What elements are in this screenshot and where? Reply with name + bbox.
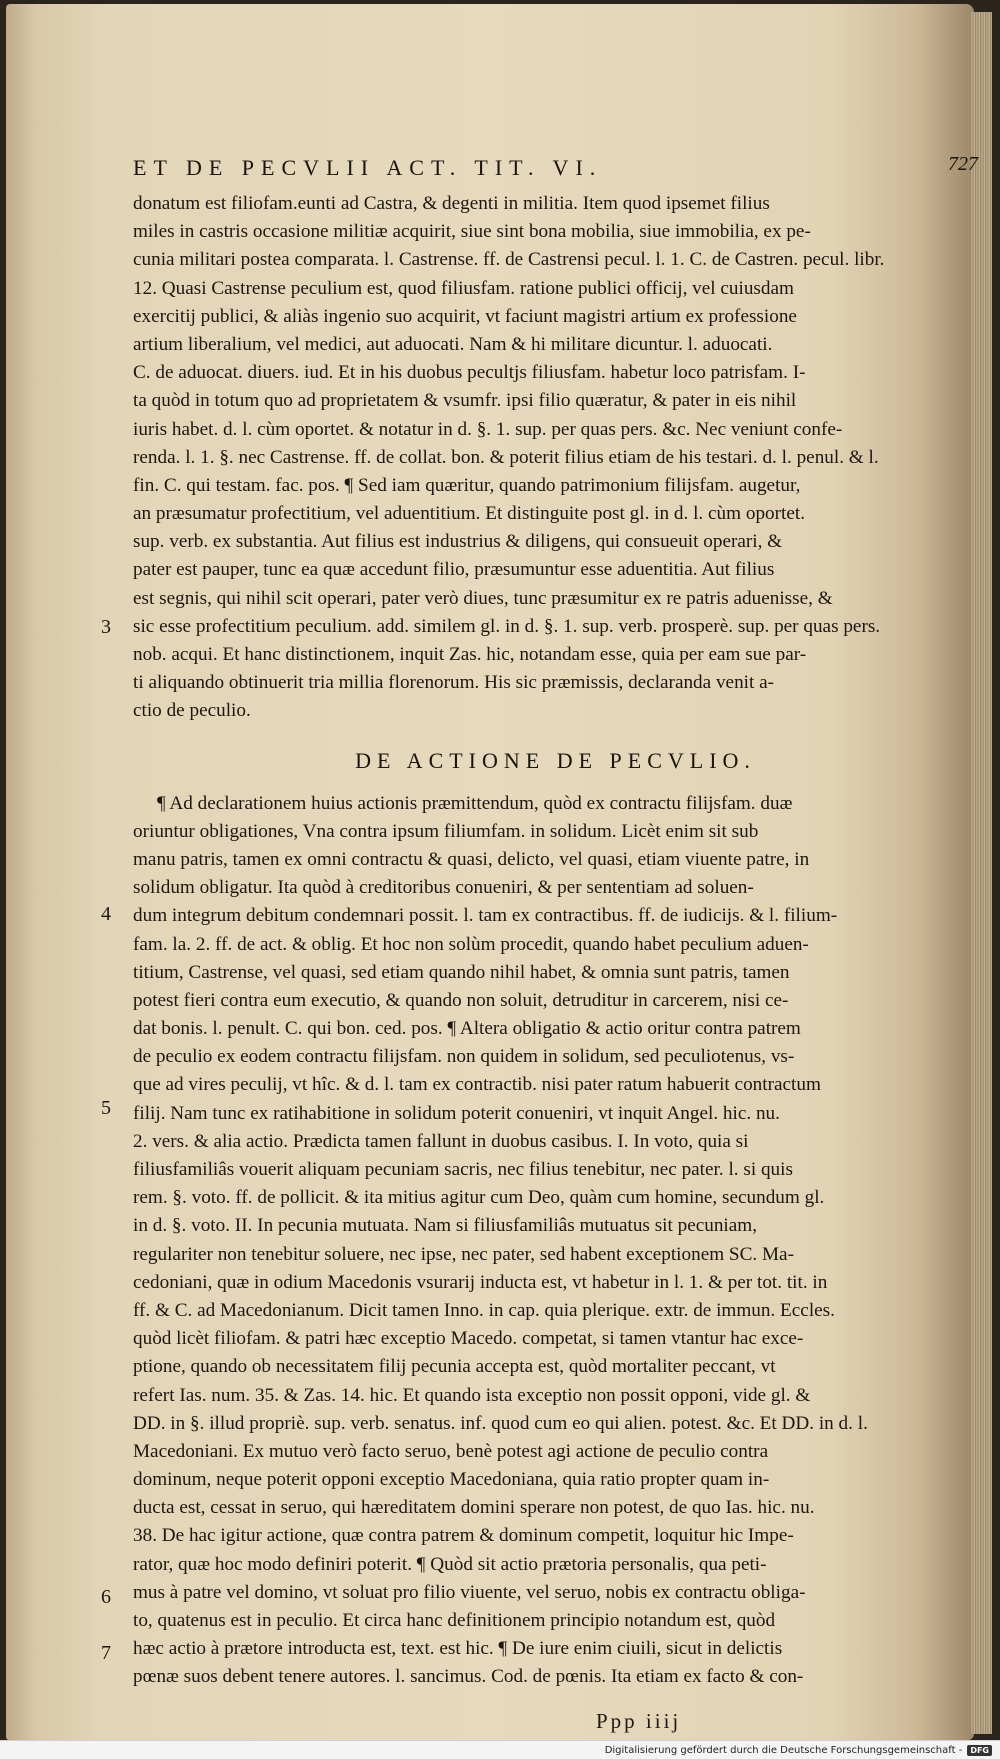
text-line: 2. vers. & alia actio. Prædicta tamen fallunt in duobus casibus. I. In voto, quia si [133, 1130, 749, 1152]
text-line: dat bonis. l. penult. C. qui bon. ced. pos. ¶ Altera obligatio & actio oritur contra patrem [133, 1018, 801, 1040]
page-header [133, 155, 978, 191]
section-heading: DE ACTIONE DE PECVLIO. [355, 747, 756, 773]
paragraph-1 [133, 190, 978, 726]
text-line: C. de aduocat. diuers. iud. Et in his duobus pecultjs filiusfam. habetur loco patrisfam. I- [133, 362, 806, 384]
text-line: hæc actio à prætore introducta est, text. est hic. ¶ De iure enim ciuili, sicut in delictis [133, 1638, 783, 1660]
digitization-footer [0, 1740, 1000, 1759]
margin-number-3: 3 [101, 616, 111, 638]
text-line: que ad vires peculij, vt hîc. & d. l. tam ex contractib. nisi pater ratum habuerit contractum [133, 1074, 821, 1096]
text-line: titium, Castrense, vel quasi, sed etiam quando nihil habet, & omnia sunt patris, tamen [133, 961, 790, 983]
text-line: in d. §. voto. II. In pecunia mutuata. Nam si filiusfamiliâs mutuatus sit pecuniam, [133, 1215, 758, 1237]
text-line: dum integrum debitum condemnari possit. l. tam ex contractibus. ff. de iudicijs. & l. filium- [133, 905, 838, 927]
text-line: potest fieri contra eum executio, & quando non soluit, detruditur in carcerem, nisi ce- [133, 989, 789, 1011]
margin-number-5: 5 [101, 1097, 111, 1119]
text-line: dominum, neque poterit opponi exceptio Macedoniana, quia ratio propter quam in- [133, 1469, 770, 1491]
running-head: ET DE PECVLII ACT. TIT. VI. [133, 155, 603, 180]
margin-number-6: 6 [101, 1586, 111, 1608]
text-line: rator, quæ hoc modo definiri poterit. ¶ Quòd sit actio prætoria personalis, qua peti- [133, 1553, 767, 1575]
text-line: filij. Nam tunc ex ratihabitione in solidum poterit conueniri, vt inquit Angel. hic. nu. [133, 1102, 780, 1124]
text-line: 38. De hac igitur actione, quæ contra patrem & dominum competit, loquitur hic Impe- [133, 1525, 794, 1547]
margin-number-4: 4 [101, 903, 111, 925]
text-line: ducta est, cessat in seruo, qui hæreditatem domini sperare non potest, de quo Ias. hic. nu. [133, 1497, 815, 1519]
footer-text: Digitalisierung gefördert durch die Deutsche Forschungsgemeinschaft - [604, 1744, 963, 1756]
text-line: Macedoniani. Ex mutuo verò facto seruo, benè potest agi actione de peculio contra [133, 1440, 769, 1462]
text-line: to, quatenus est in peculio. Et circa hanc definitionem principio notandum est, quòd [133, 1610, 776, 1631]
text-line: exercitij publici, & aliàs ingenio suo acquirit, vt faciunt magistri artium ex professione [133, 305, 797, 327]
text-line: pœnæ suos debent tenere autores. l. sancimus. Cod. de pœnis. Ita etiam ex facto & con- [133, 1666, 804, 1688]
text-line: ctio de peculio. [133, 700, 251, 722]
text-line: est segnis, qui nihil scit operari, pater verò diues, tunc præsumitur ex re patris aduenisse, & [133, 587, 833, 609]
text-line: sup. verb. ex substantia. Aut filius est industrius & diligens, qui consueuit operari, & [133, 531, 783, 553]
text-line: rem. §. voto. ff. de pollicit. & ita mitius agitur cum Deo, quàm cum homine, secundum gl. [133, 1187, 825, 1209]
text-line: solidum obligatur. Ita quòd à creditoribus conueniri, & per sententiam ad soluen- [133, 877, 754, 899]
text-line: oriuntur obligationes, Vna contra ipsum filiumfam. in solidum. Licèt enim sit sub [133, 820, 759, 842]
text-line: donatum est filiofam.eunti ad Castra, & degenti in militia. Item quod ipsemet filius [133, 193, 770, 214]
text-line: miles in castris occasione militiæ acquirit, siue sint bona mobilia, siue immobilia, ex pe- [133, 221, 811, 243]
text-line: filiusfamiliâs vouerit aliquam pecuniam sacris, nec filius tenebitur, nec pater. l. si quis [133, 1159, 793, 1180]
text-line: mus à patre vel domino, vt soluat pro filio viuente, vel seruo, nobis ex contractu obliga- [133, 1581, 806, 1603]
text-line: ¶ Ad declarationem huius actionis præmittendum, quòd ex contractu filijsfam. duæ [157, 792, 793, 814]
text-line: cedoniani, quæ in odium Macedonis vsurarij inducta est, vt habetur in l. 1. & per tot. tit. in [133, 1271, 828, 1293]
text-line: ti aliquando obtinuerit tria millia florenorum. His sic præmissis, declaranda venit a- [133, 672, 775, 694]
text-line: sic esse profectitium peculium. add. similem gl. in d. §. 1. sup. verb. prosperè. sup. per quas pers. [133, 615, 881, 637]
text-line: regulariter non tenebitur soluere, nec ipse, nec pater, sed habent exceptionem SC. Ma- [133, 1243, 794, 1265]
dfg-logo: DFG [967, 1745, 992, 1756]
text-line: ff. & C. ad Macedonianum. Dicit tamen Inno. in cap. quia plerique. extr. de immun. Eccles. [133, 1299, 835, 1321]
paragraph-2 [133, 790, 978, 1692]
margin-number-7: 7 [101, 1642, 111, 1664]
text-line: quòd licèt filiofam. & patri hæc exceptio Macedo. competat, si tamen vtantur hac exce- [133, 1328, 804, 1350]
text-line: fin. C. qui testam. fac. pos. ¶ Sed iam quæritur, quando patrimonium filijsfam. augetur, [133, 474, 801, 496]
text-line: manu patris, tamen ex omni contractu & quasi, delicto, vel quasi, etiam viuente patre, in [133, 848, 810, 870]
text-line: iuris habet. d. l. cùm oportet. & notatur in d. §. 1. sup. per quas pers. &c. Nec veniunt confe- [133, 418, 843, 440]
text-line: ta quòd in totum quo ad proprietatem & vsumfr. ipsi filio quæratur, & pater in eis nihil [133, 390, 797, 412]
text-line: renda. l. 1. §. nec Castrense. ff. de collat. bon. & poterit filius etiam de his testari. d. l. penul. & l. [133, 446, 879, 468]
text-line: nob. acqui. Et hanc distinctionem, inquit Zas. hic, notandam esse, quia per eam sue par- [133, 644, 807, 665]
text-line: an præsumatur profectitium, vel aduentitium. Et distinguite post gl. in d. l. cùm oportet. [133, 503, 805, 525]
text-line: pater est pauper, tunc ea quæ accedunt filio, præsumuntur esse aduentitia. Aut filius [133, 559, 775, 581]
text-line: artium liberalium, vel medici, aut aduocati. Nam & hi militare dicuntur. l. aduocati. [133, 333, 773, 355]
signature-mark: Ppp iiij [596, 1709, 682, 1733]
text-line: cunia militari postea comparata. l. Castrense. ff. de Castrensi pecul. l. 1. C. de Castren. pecul. libr. [133, 249, 885, 271]
text-line: refert Ias. num. 35. & Zas. 14. hic. Et quando ista exceptio non possit opponi, vide gl. & [133, 1384, 811, 1406]
text-body [133, 190, 978, 1692]
folio-number: 727 [948, 153, 978, 175]
text-line: ptione, quando ob necessitatem filij pecunia accepta est, quòd mortaliter peccant, vt [133, 1356, 776, 1378]
text-line: DD. in §. illud propriè. sup. verb. senatus. inf. quod cum eo qui alien. potest. &c. Et DD. in d. l. [133, 1412, 868, 1434]
text-line: de peculio ex eodem contractu filijsfam. non quidem in solidum, sed peculiotenus, vs- [133, 1046, 795, 1068]
text-line: 12. Quasi Castrense peculium est, quod filiusfam. ratione publici officij, vel cuiusdam [133, 277, 794, 299]
text-line: fam. la. 2. ff. de act. & oblig. Et hoc non solùm procedit, quando habet peculium aduen- [133, 933, 809, 955]
